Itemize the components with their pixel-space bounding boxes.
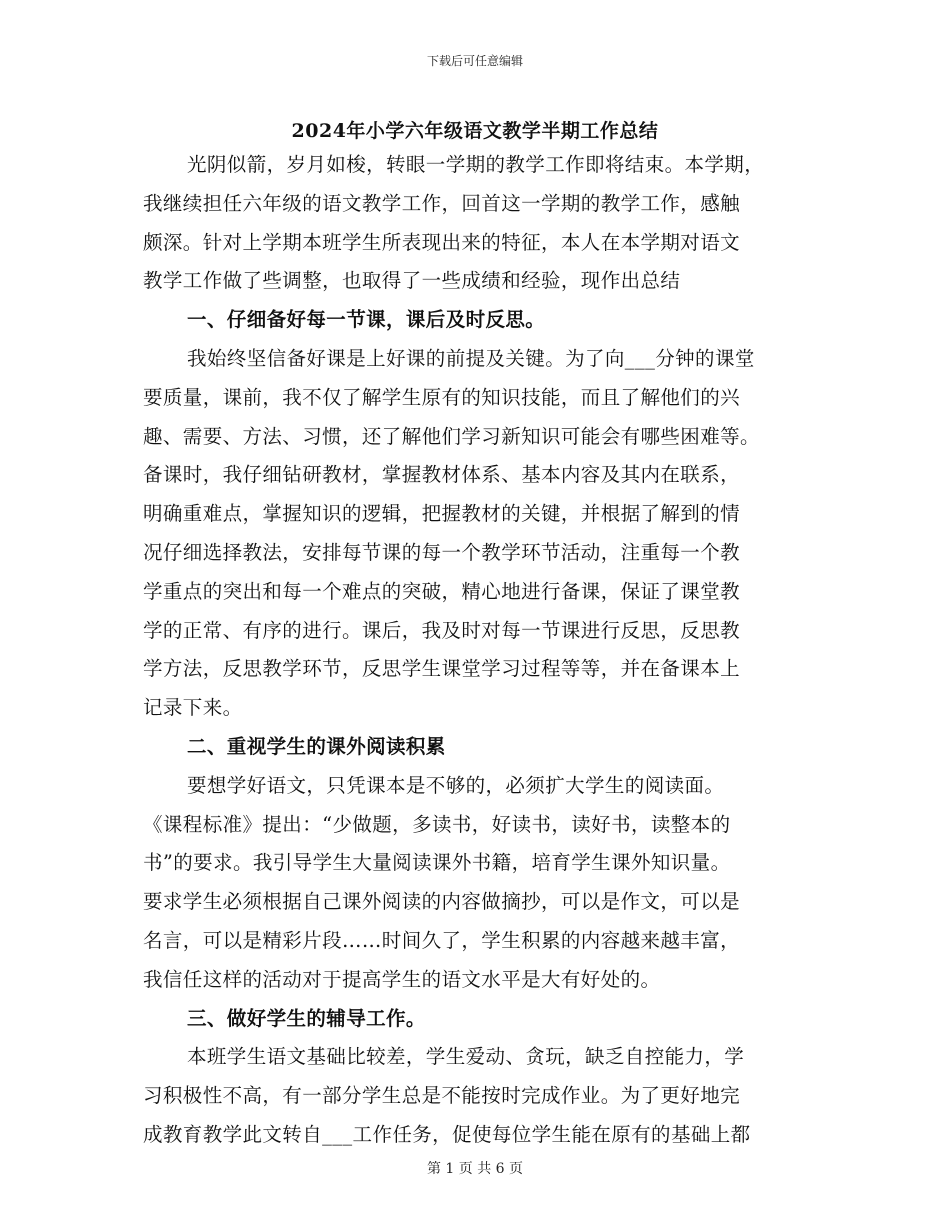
paragraph-line: 要想学好语文，只凭课本是不够的，必须扩大学生的阅读面。 <box>187 773 725 797</box>
section-heading: 三、做好学生的辅导工作。 <box>187 1006 426 1030</box>
paragraph-line: 名言，可以是精彩片段……时间久了，学生积累的内容越来越丰富， <box>143 928 741 952</box>
paragraph-line: 书”的要求。我引导学生大量阅读课外书籍，培育学生课外知识量。 <box>143 851 731 875</box>
paragraph-line: 光阴似箭，岁月如梭，转眼一学期的教学工作即将结束。本学期， <box>187 153 765 176</box>
paragraph-line: 学方法，反思教学环节，反思学生课堂学习过程等等，并在备课本上 <box>143 657 741 681</box>
paragraph-line: 我信任这样的活动对于提高学生的语文水平是大有好处的。 <box>143 967 661 991</box>
download-note: 下载后可任意编辑 <box>426 54 523 68</box>
page-number: 第 1 页 共 6 页 <box>426 1161 524 1177</box>
paragraph-line: 我始终坚信备好课是上好课的前提及关键。为了向___分钟的课堂 <box>187 346 755 370</box>
paragraph-line: 记录下来。 <box>143 696 243 720</box>
document-body <box>143 146 808 1155</box>
section-heading: 一、仔细备好每一节课，课后及时反思。 <box>187 308 546 332</box>
paragraph-line: 本班学生语文基础比较差，学生爱动、贪玩，缺乏自控能力，学 <box>187 1045 745 1069</box>
paragraph-line: 颇深。针对上学期本班学生所表现出来的特征，本人在本学期对语文 <box>143 230 741 254</box>
paragraph-line: 明确重难点，掌握知识的逻辑，把握教材的关键，并根据了解到的情 <box>143 502 741 526</box>
paragraph-line: 我继续担任六年级的语文教学工作，回首这一学期的教学工作，感触 <box>143 191 741 215</box>
paragraph-line: 教学工作做了些调整，也取得了一些成绩和经验，现作出总结 <box>143 269 681 293</box>
paragraph-line: 况仔细选择教法，安排每节课的每一个教学环节活动，注重每一个教 <box>143 540 741 564</box>
paragraph-line: 学的正常、有序的进行。课后，我及时对每一节课进行反思，反思教 <box>143 618 741 642</box>
paragraph-line: 趣、需要、方法、习惯，还了解他们学习新知识可能会有哪些困难等。 <box>143 424 760 448</box>
paragraph-line: 学重点的突出和每一个难点的突破，精心地进行备课，保证了课堂教 <box>143 579 741 603</box>
paragraph-line: 习积极性不高，有一部分学生总是不能按时完成作业。为了更好地完 <box>143 1084 741 1108</box>
document-title: 2024年小学六年级语文教学半期工作总结 <box>291 120 659 142</box>
paragraph-line: 要质量，课前，我不仅了解学生原有的知识技能，而且了解他们的兴 <box>143 385 741 409</box>
paragraph-line: 《课程标准》提出：“少做题，多读书，好读书，读好书，读整本的 <box>143 812 731 836</box>
section-heading: 二、重视学生的课外阅读积累 <box>187 734 446 758</box>
paragraph-line: 要求学生必须根据自己课外阅读的内容做摘抄，可以是作文，可以是 <box>143 890 741 914</box>
paragraph-line: 备课时，我仔细钻研教材，掌握教材体系、基本内容及其内在联系， <box>143 463 741 487</box>
paragraph-line: 成教育教学此文转自___工作任务，促使每位学生能在原有的基础上都 <box>143 1122 751 1146</box>
